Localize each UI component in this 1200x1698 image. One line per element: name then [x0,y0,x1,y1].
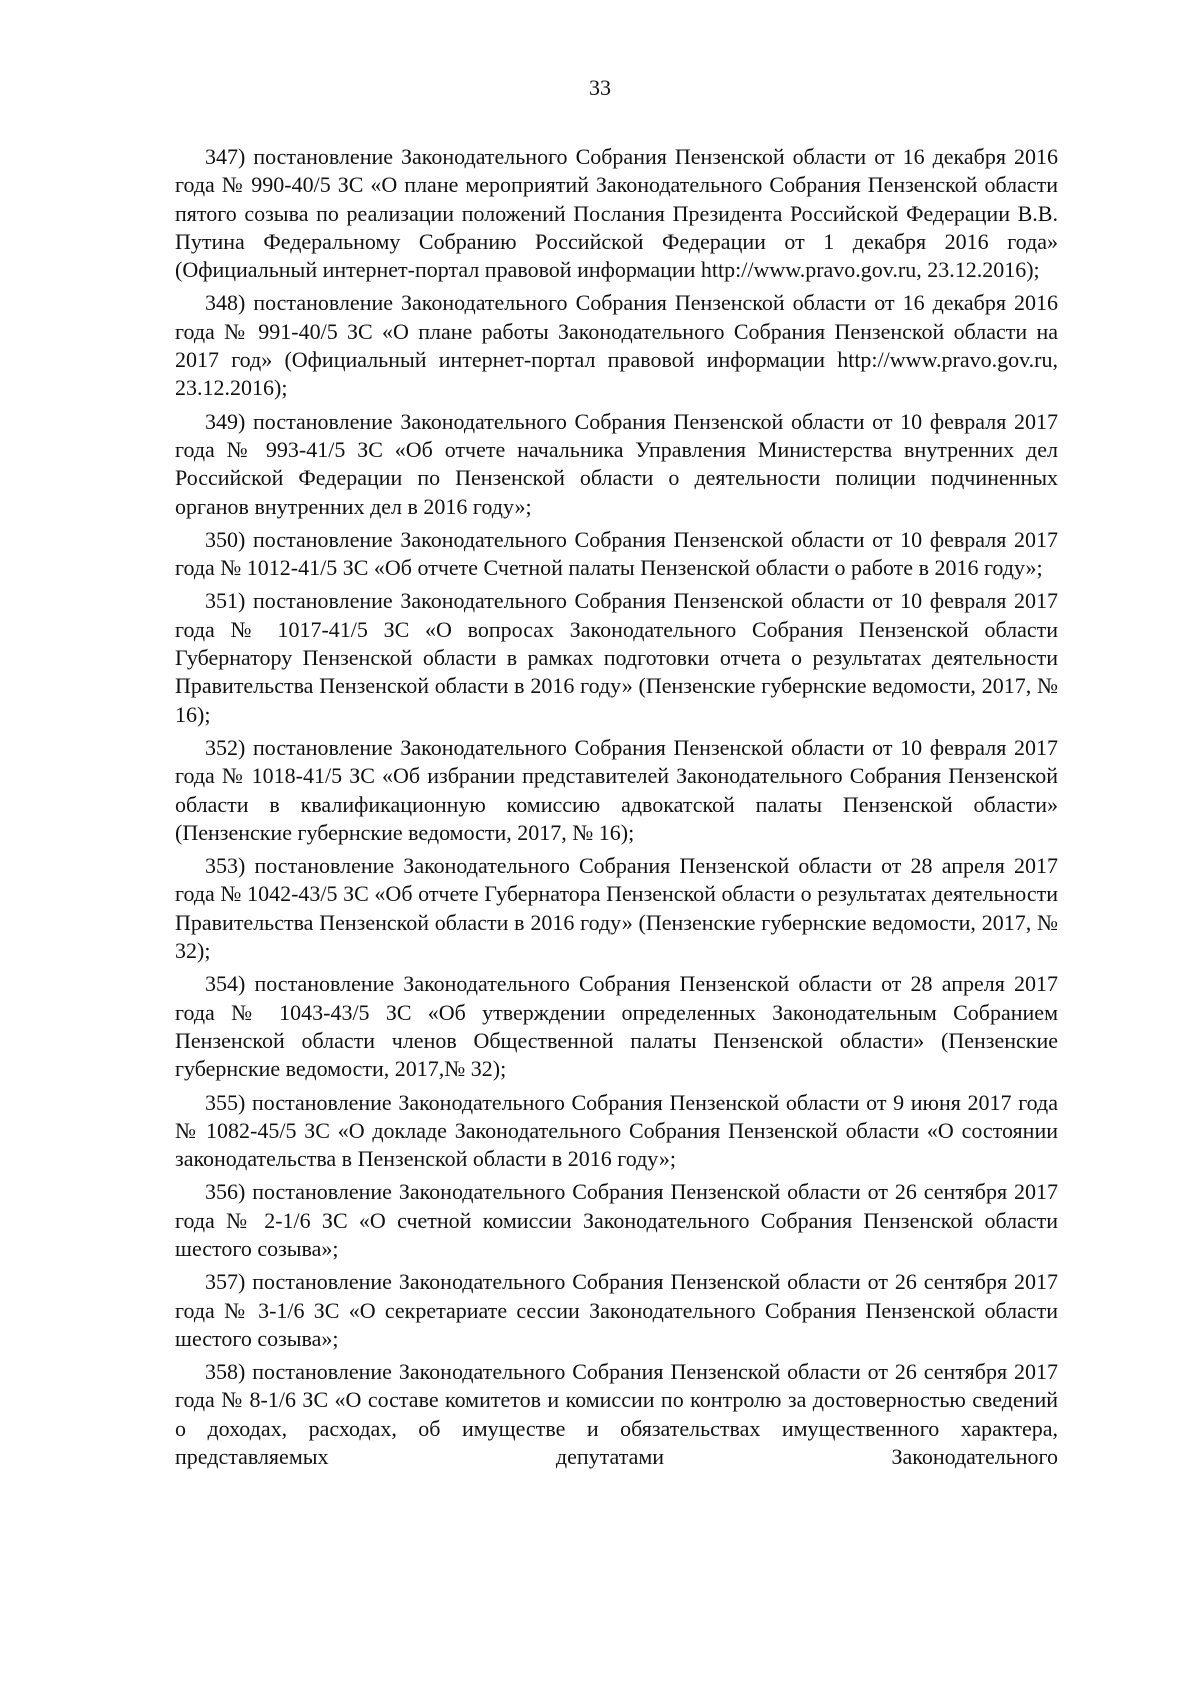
list-item: 353) постановление Законодательного Собрания Пензенской области от 28 апреля 2017 года № 1042-43/5 ЗС «Об отчете Губернатора Пензенской области о результатах деятельности Правительства Пензенской области в 2016 году» (Пензенские губернские ведомости, 2017, № 32); [175,853,1058,964]
list-item: 356) постановление Законодательного Собрания Пензенской области от 26 сентября 2017 года № 2-1/6 ЗС «О счетной комиссии Законодательного Собрания Пензенской области шестого созыва»; [175,1179,1058,1261]
list-item: 349) постановление Законодательного Собрания Пензенской области от 10 февраля 2017 года № 993-41/5 ЗС «Об отчете начальника Управления Министерства внутренних дел Российской Федерации по Пензенской области о деятельности полиции подчиненных органов внутренних дел в 2016 году»; [175,408,1058,519]
list-item: 348) постановление Законодательного Собрания Пензенской области от 16 декабря 2016 года № 991-40/5 ЗС «О плане работы Законодательного Собрания Пензенской области на 2017 год» (Официальный интернет-портал правовой информации http://www.pravo.gov.ru, 23.12.2016); [175,290,1058,401]
list-item: 358) постановление Законодательного Собрания Пензенской области от 26 сентября 2017 года № 8-1/6 ЗС «О составе комитетов и комиссии по контролю за достоверностью сведений о доходах, расходах, об имуществе и обязательствах имущественного характера, представляемых депутатами Законодательного [175,1359,1058,1470]
list-item: 355) постановление Законодательного Собрания Пензенской области от 9 июня 2017 года № 1082-45/5 ЗС «О докладе Законодательного Собрания Пензенской области «О состоянии законодательства в Пензенской области в 2016 году»; [175,1089,1058,1172]
page-number: 33 [589,75,611,100]
list-item: 354) постановление Законодательного Собрания Пензенской области от 28 апреля 2017 года № 1043-43/5 ЗС «Об утверждении определенных Законодательным Собранием Пензенской области членов Общественной палаты Пензенской области» (Пензенские губернские ведомости, 2017,№ 32); [175,971,1058,1082]
list-item: 351) постановление Законодательного Собрания Пензенской области от 10 февраля 2017 года № 1017-41/5 ЗС «О вопросах Законодательного Собрания Пензенской области Губернатору Пензенской области в рамках подготовки отчета о результатах деятельности Правительства Пензенской области в 2016 году» (Пензенские губернские ведомости, 2017, № 16); [175,588,1058,727]
list-item: 357) постановление Законодательного Собрания Пензенской области от 26 сентября 2017 года № 3-1/6 ЗС «О секретариате сессии Законодательного Собрания Пензенской области шестого созыва»; [175,1269,1058,1351]
list-item: 352) постановление Законодательного Собрания Пензенской области от 10 февраля 2017 года № 1018-41/5 ЗС «Об избрании представителей Законодательного Собрания Пензенской области в квалификационную комиссию адвокатской палаты Пензенской области» (Пензенские губернские ведомости, 2017, № 16); [175,734,1058,845]
list-item: 350) постановление Законодательного Собрания Пензенской области от 10 февраля 2017 года № 1012-41/5 ЗС «Об отчете Счетной палаты Пензенской области о работе в 2016 году»; [175,526,1058,581]
document-body [175,143,1058,1476]
list-item: 347) постановление Законодательного Собрания Пензенской области от 16 декабря 2016 года № 990-40/5 ЗС «О плане мероприятий Законодательного Собрания Пензенской области пятого созыва по реализации положений Послания Президента Российской Федерации В.В. Путина Федеральному Собранию Российской Федерации от 1 декабря 2016 года» (Официальный интернет-портал правовой информации http://www.pravo.gov.ru, 23.12.2016); [175,144,1058,283]
